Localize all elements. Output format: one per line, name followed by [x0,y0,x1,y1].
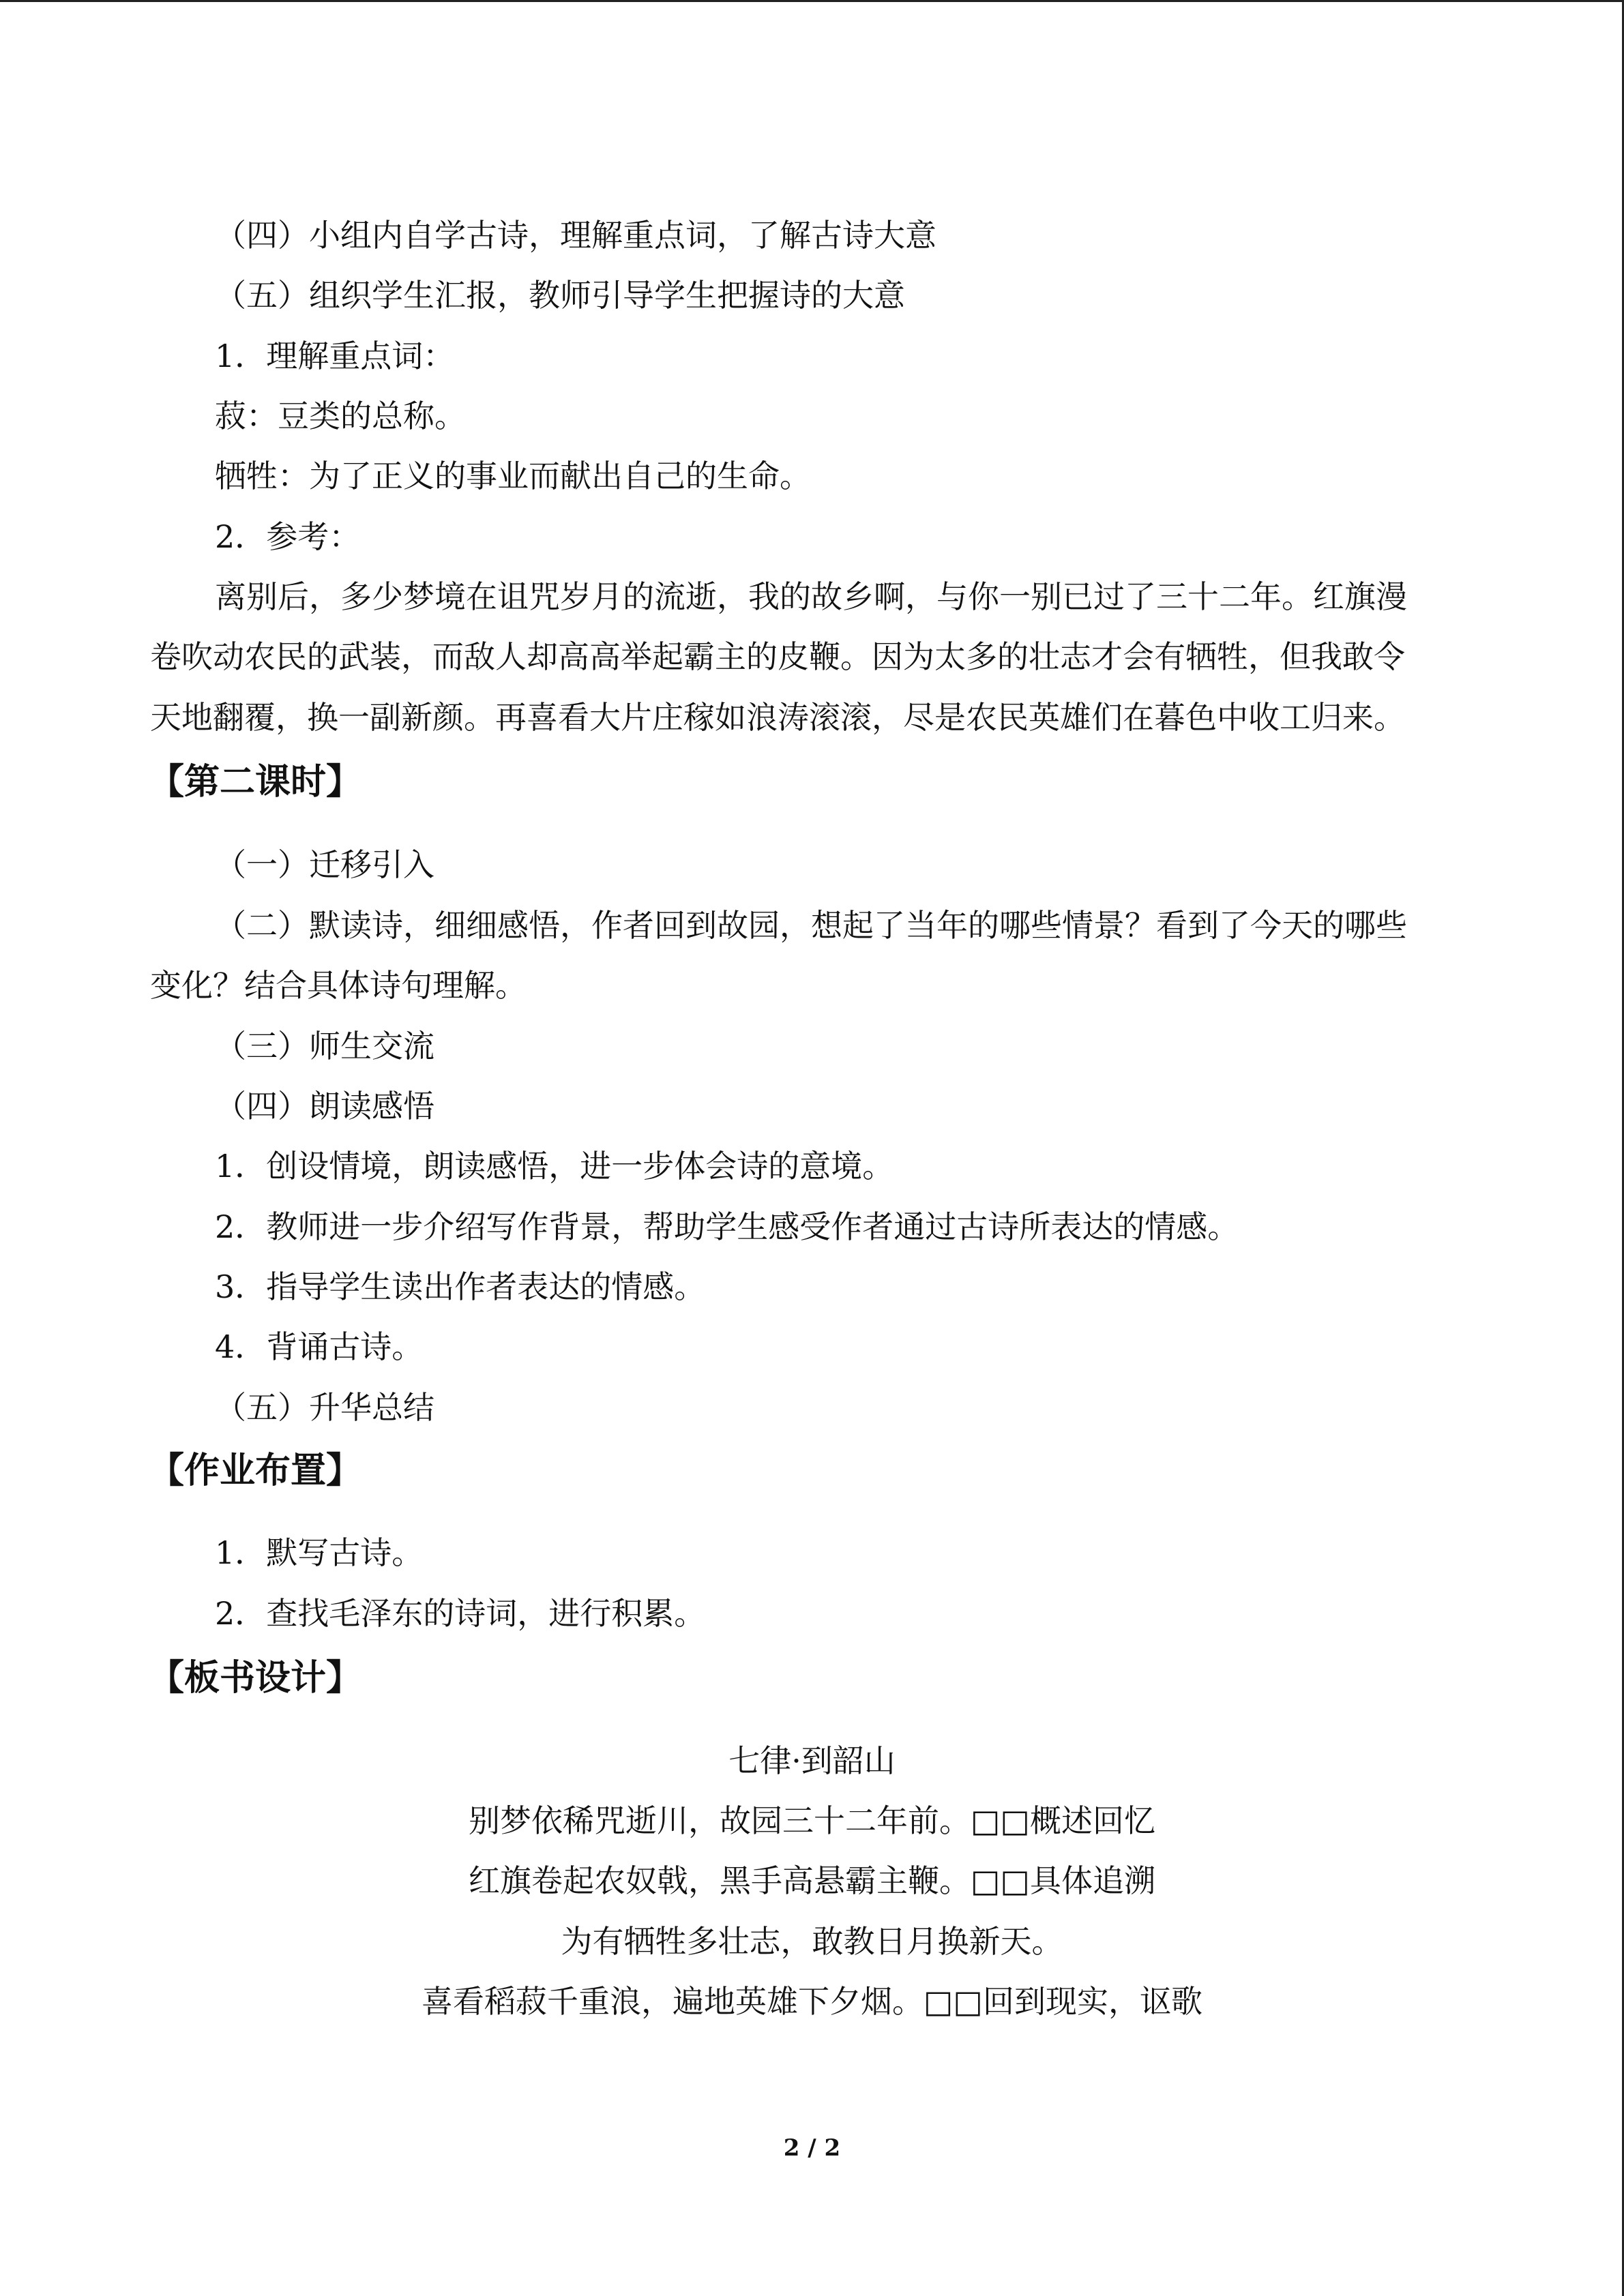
translation-line-1: 离别后，多少梦境在诅咒岁月的流逝，我的故乡啊，与你一别已过了三十二年。红旗漫 [215,578,1407,615]
section-heading-homework: 【作业布置】 [149,1450,362,1491]
translation-line-3: 天地翻覆，换一副新颜。再喜看大片庄稼如浪涛滚滚，尽是农民英雄们在暮色中收工归来。 [150,699,1405,736]
key-words-label: 1．理解重点词： [215,338,455,374]
reading-item-4: 4．背诵古诗。 [215,1328,424,1365]
second-lesson-step-4: （四）朗读感悟 [215,1088,434,1124]
definition-xisheng: 牺牲：为了正义的事业而献出自己的生命。 [215,458,811,494]
poem-couplet-2: 红旗卷起农奴戟，黑手高悬霸主鞭。□□具体追溯 [469,1862,1155,1899]
poem-couplet-3: 为有牺牲多壮志，敢教日月换新天。 [561,1923,1063,1960]
poem-couplet-1: 别梦依稀咒逝川，故园三十二年前。□□概述回忆 [469,1802,1155,1839]
homework-item-1: 1．默写古诗。 [215,1534,424,1571]
translation-line-2: 卷吹动农民的武装，而敌人却高高举起霸主的皮鞭。因为太多的壮志才会有牺牲，但我敢令 [150,638,1405,675]
reading-item-3: 3．指导学生读出作者表达的情感。 [215,1268,706,1305]
reading-item-1: 1．创设情境，朗读感悟，进一步体会诗的意境。 [215,1148,894,1184]
homework-item-2: 2．查找毛泽东的诗词，进行积累。 [215,1595,706,1632]
second-lesson-step-5: （五）升华总结 [215,1389,434,1426]
poem-title: 七律·到韶山 [728,1742,896,1779]
page-number: 2 / 2 [783,2134,841,2162]
second-lesson-step-1: （一）迁移引入 [215,846,434,883]
section-heading-second-lesson: 【第二课时】 [149,761,362,803]
second-lesson-step-2: （二）默读诗，细细感悟，作者回到故园，想起了当年的哪些情景？看到了今天的哪些 [215,907,1407,944]
poem-couplet-4: 喜看稻菽千重浪，遍地英雄下夕烟。□□回到现实，讴歌 [422,1983,1202,2020]
definition-shu: 菽：豆类的总称。 [215,398,466,434]
second-lesson-step-3: （三）师生交流 [215,1028,434,1064]
step-four-line: （四）小组内自学古诗，理解重点词，了解古诗大意 [215,217,936,254]
section-heading-board-design: 【板书设计】 [149,1657,362,1699]
second-lesson-step-2-cont: 变化？结合具体诗句理解。 [150,967,527,1004]
step-five-line: （五）组织学生汇报，教师引导学生把握诗的大意 [215,277,905,314]
reference-label: 2．参考： [215,518,361,555]
reading-item-2: 2．教师进一步介绍写作背景，帮助学生感受作者通过古诗所表达的情感。 [215,1208,1239,1245]
page-top-border [0,0,1624,2]
